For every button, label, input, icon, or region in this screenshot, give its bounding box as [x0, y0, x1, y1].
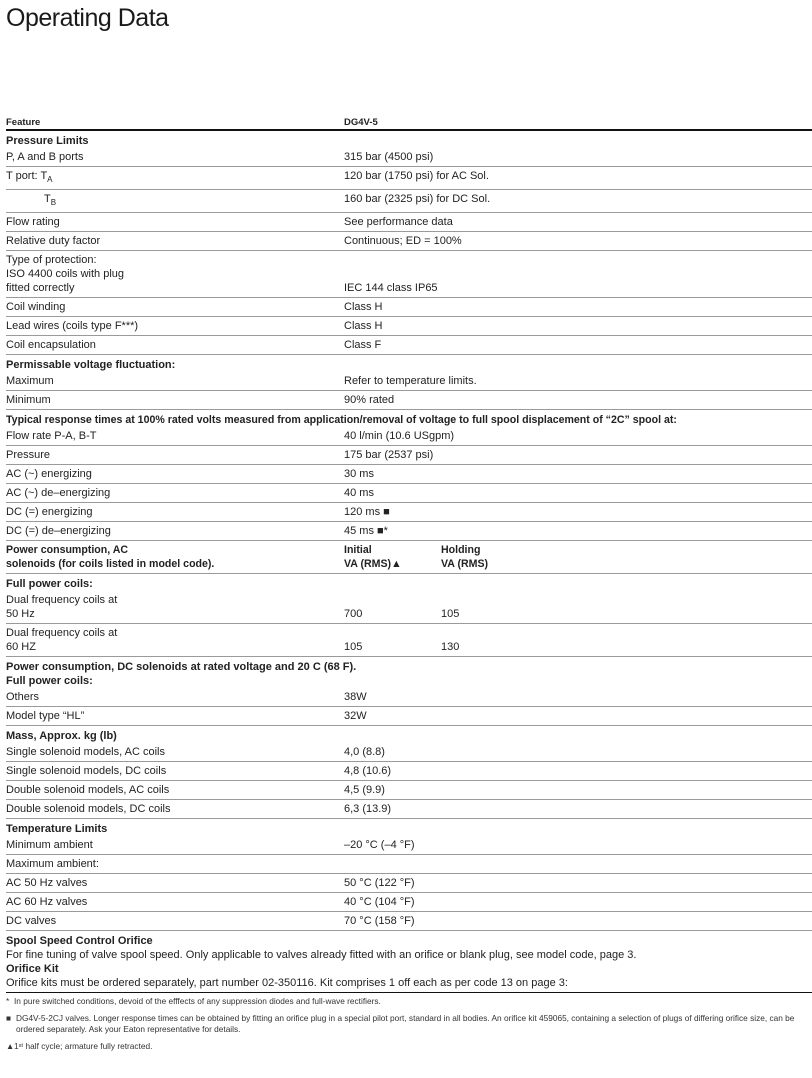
table-row: T port: $T_A$ 120 bar (1750 psi) for AC Sol. — [6, 167, 812, 190]
table-row: Dual frequency coils at 50 Hz 700 105 — [6, 591, 812, 624]
table-row: Flow rate P-A, B-T 40 l/min (10.6 USgpm) — [6, 427, 812, 446]
table-row: Minimum ambient –20 °C (–4 °F) — [6, 836, 812, 855]
table-row: Dual frequency coils at 60 HZ 105 130 — [6, 624, 812, 657]
table-row: AC 50 Hz valves 50 °C (122 °F) — [6, 874, 812, 893]
table-row: Maximum Refer to temperature limits. — [6, 372, 812, 391]
footnote-triangle: ▲1ˢᵗ half cycle; armature fully retracted. — [6, 1041, 153, 1052]
table-row: $T_B$ 160 bar (2325 psi) for DC Sol. — [6, 190, 812, 213]
table-row: Pressure 175 bar (2537 psi) — [6, 446, 812, 465]
table-row: Power consumption, AC solenoids (for coils listed in model code). Initial VA (RMS)▲ Holding VA (RMS) — [6, 541, 812, 574]
section-heading: Full power coils: — [6, 578, 93, 591]
footnotes — [6, 993, 806, 1052]
section-heading: Pressure Limits — [6, 135, 89, 147]
table-row: Coil winding Class H — [6, 298, 812, 317]
orifice-block — [6, 931, 812, 992]
section-subheading: Full power coils: — [6, 675, 93, 688]
table-row: Others 38W — [6, 688, 812, 707]
section-heading: Temperature Limits — [6, 823, 108, 836]
section-heading: Typical response times at 100% rated volts measured from application/removal of voltage to full spool displacement of “2C” spool at: — [6, 414, 677, 427]
table-row: Double solenoid models, DC coils 6,3 (13.9) — [6, 800, 812, 819]
table-row: Coil encapsulation Class F — [6, 336, 812, 355]
table-row: AC 60 Hz valves 40 °C (104 °F) — [6, 893, 812, 912]
table-row: Minimum 90% rated — [6, 391, 812, 410]
table-row: Single solenoid models, DC coils 4,8 (10.6) — [6, 762, 812, 781]
table-row: Maximum ambient: — [6, 855, 812, 874]
header-model: DG4V-5 — [344, 117, 378, 128]
orifice-kit-text: Orifice kits must be ordered separately, part number 02-350116. Kit comprises 1 off each as per code 13 on page 3: — [6, 977, 568, 990]
table-row: DC (=) energizing 120 ms ■ — [6, 503, 812, 522]
table-row: Lead wires (coils type F***) Class H — [6, 317, 812, 336]
orifice-heading: Spool Speed Control Orifice — [6, 935, 153, 948]
page-title: Operating Data — [6, 4, 169, 32]
table-row: AC (~) energizing 30 ms — [6, 465, 812, 484]
table-row: Single solenoid models, AC coils 4,0 (8.8) — [6, 743, 812, 762]
table-row: Flow rating See performance data — [6, 213, 812, 232]
table-row: Double solenoid models, AC coils 4,5 (9.9) — [6, 781, 812, 800]
orifice-text: For fine tuning of valve spool speed. Only applicable to valves already fitted with an orifice or blank plug, see model code, page 3. — [6, 949, 637, 962]
section-heading: Mass, Approx. kg (lb) — [6, 730, 117, 743]
table-row: DC valves 70 °C (158 °F) — [6, 912, 812, 931]
operating-data-table — [6, 112, 812, 1052]
table-row: Relative duty factor Continuous; ED = 100% — [6, 232, 812, 251]
section-heading: Permissable voltage fluctuation: — [6, 359, 176, 372]
section-heading: Power consumption, DC solenoids at rated voltage and 20 C (68 F). — [6, 661, 357, 674]
footnote-star: * In pure switched conditions, devoid of the efffects of any suppression diodes and full-wave rectifiers. — [6, 996, 381, 1007]
table-row: P, A and B ports 315 bar (4500 psi) — [6, 148, 812, 167]
table-row: DC (=) de–energizing 45 ms ■* — [6, 522, 812, 541]
table-row: Model type “HL” 32W — [6, 707, 812, 726]
table-row: Type of protection: ISO 4400 coils with plug fitted correctly IEC 144 class IP65 — [6, 251, 812, 298]
header-feature: Feature — [6, 117, 41, 128]
footnote-square: ■ DG4V-5-2CJ valves. Longer response times can be obtained by fitting an orifice plug in a special pilot port, standard in all bodies. An orifice kit 459065, containing a selection of plugs of differing orifice size, can be ordered separately. Ask your Eaton representative for details. — [6, 1013, 795, 1035]
table-row: AC (~) de–energizing 40 ms — [6, 484, 812, 503]
orifice-kit-heading: Orifice Kit — [6, 963, 59, 976]
table-header — [6, 112, 812, 131]
